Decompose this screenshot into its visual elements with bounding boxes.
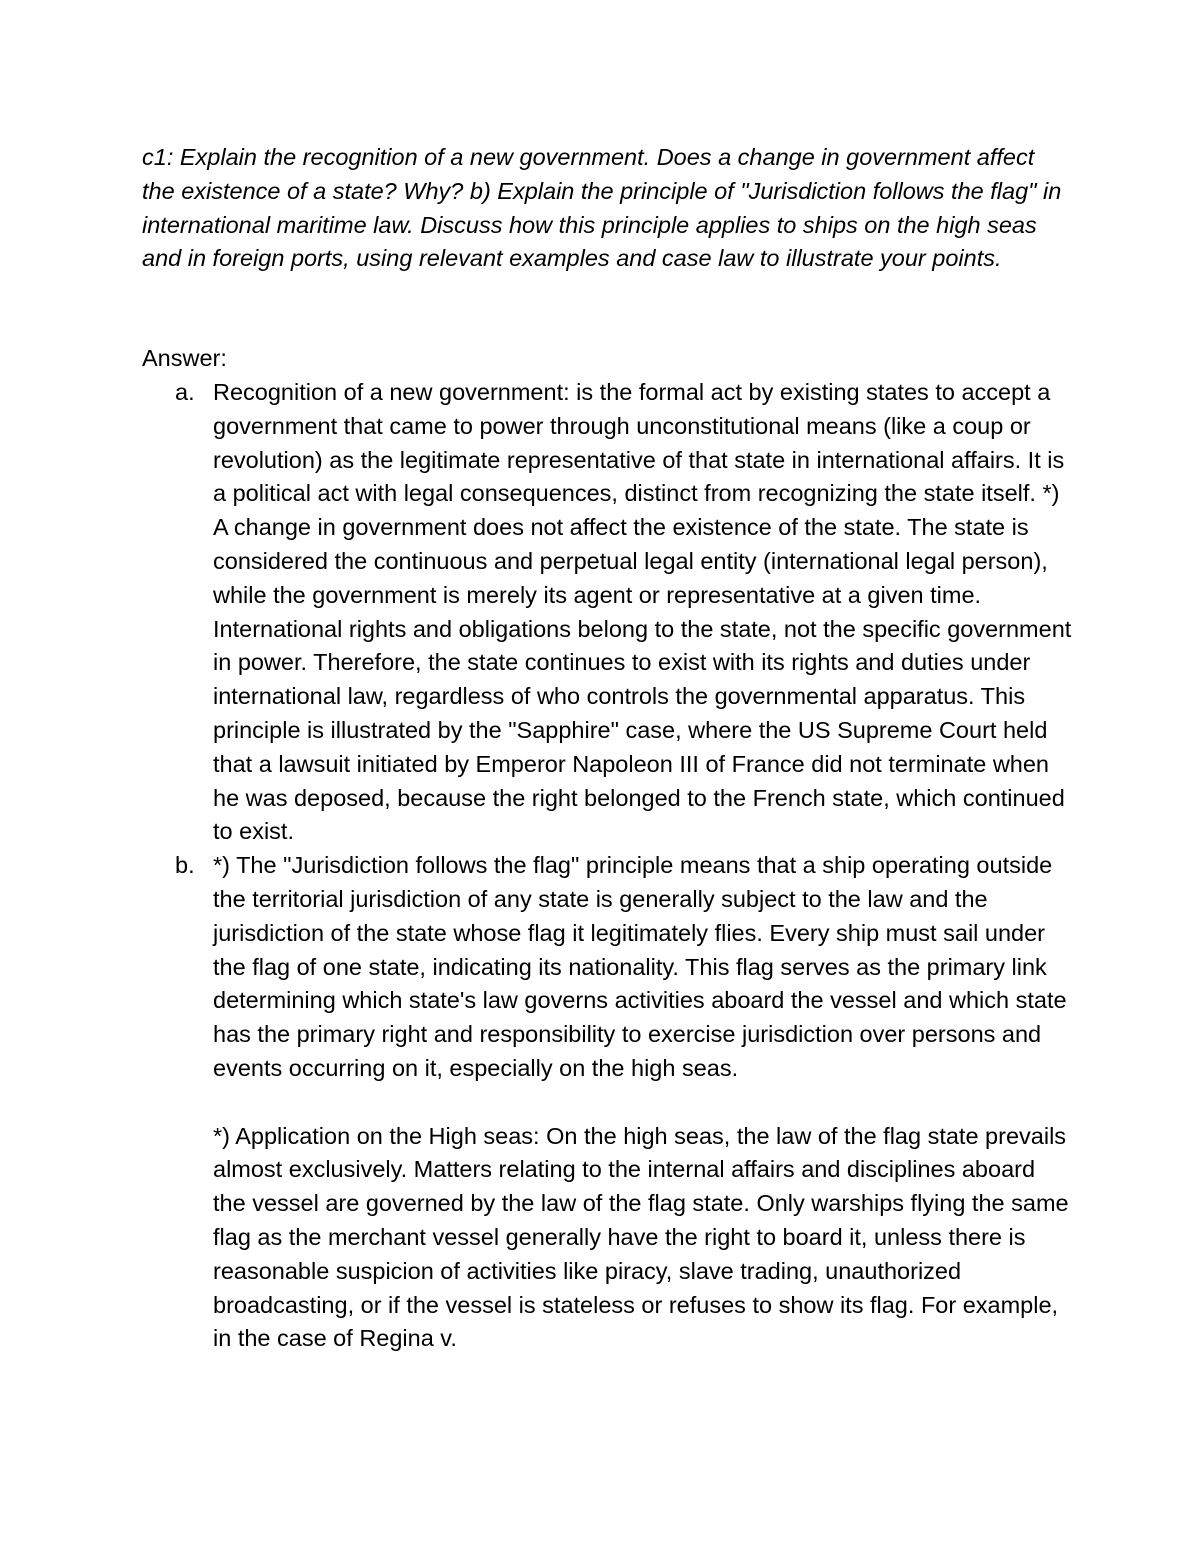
answer-item-b (142, 849, 1072, 1356)
answer-paragraph: *) Application on the High seas: On the high seas, the law of the flag state prevails almost exclusively. Matters relating to the internal affairs and disciplines aboard the vessel are governed by the law of the flag state. Only warships flying the same flag as the merchant vessel generally have the right to board it, unless there is reasonable suspicion of activities like piracy, slave trading, unauthorized broadcasting, or if the vessel is stateless or refuses to show its flag. For example, in the case of Regina v. (213, 1122, 1069, 1352)
answer-list (142, 376, 1072, 1356)
list-marker: a. (175, 379, 195, 405)
list-marker: b. (175, 852, 195, 879)
answer-label: Answer: (142, 345, 227, 371)
answer-item-a (142, 376, 1072, 849)
answer-paragraph: Recognition of a new government: is the formal act by existing states to accept a government that came to power through unconstitutional means (like a coup or revolution) as the legitimate representative of that state in international affairs. It is a political act with legal consequences, distinct from recognizing the state itself. *) A change in government does not affect the existence of the state. The state is considered the continuous and perpetual legal entity (international legal person), while the government is merely its agent or representative at a given time. International rights and obligations belong to the state, not the specific government in power. Therefore, the state continues to exist with its rights and duties under international law, regardless of who controls the governmental apparatus. This principle is illustrated by the "Sapphire" case, where the US Supreme Court held that a lawsuit initiated by Emperor Napoleon III of France did not terminate when he was deposed, because the right belonged to the French state, which continued to exist. (213, 379, 1072, 845)
answer-paragraph: *) The "Jurisdiction follows the flag" principle means that a ship operating outside the territorial jurisdiction of any state is generally subject to the law and the jurisdiction of the state whose flag it legitimately flies. Every ship must sail under the flag of one state, indicating its nationality. This flag serves as the primary link determining which state's law governs activities aboard the vessel and which state has the primary right and responsibility to exercise jurisdiction over persons and events occurring on it, especially on the high seas. (213, 852, 1067, 1081)
question-text: c1: Explain the recognition of a new government. Does a change in government affect the existence of a state? Why? b) Explain the principle of "Jurisdiction follows the flag" in international maritime law. Discuss how this principle applies to ships on the high seas and in foreign ports, using relevant examples and case law to illustrate your points. (142, 144, 1062, 272)
